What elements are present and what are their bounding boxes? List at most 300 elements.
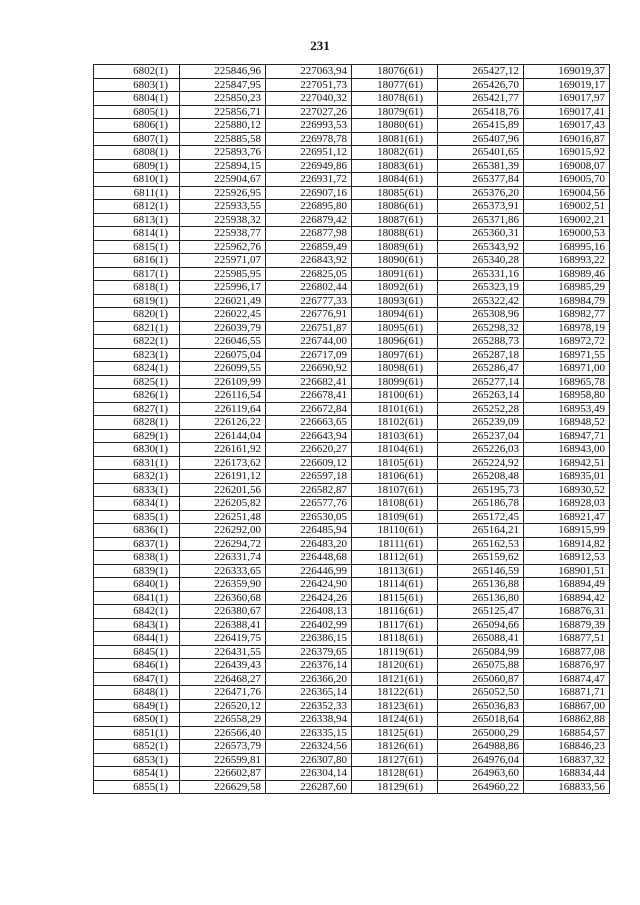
y-coordinate-right-cell: 168833,56 xyxy=(524,780,610,794)
x-coordinate-left-cell: 225971,07 xyxy=(180,254,266,268)
y-coordinate-right-cell: 168894,49 xyxy=(524,578,610,592)
table-row xyxy=(94,402,610,416)
y-coordinate-left-cell: 226379,65 xyxy=(266,645,352,659)
y-coordinate-left-cell: 226304,14 xyxy=(266,767,352,781)
x-coordinate-right-cell: 265381,39 xyxy=(438,159,524,173)
table-row xyxy=(94,321,610,335)
point-id-left-cell: 6812(1) xyxy=(94,200,180,214)
x-coordinate-right-cell: 265415,89 xyxy=(438,119,524,133)
table-row xyxy=(94,510,610,524)
x-coordinate-left-cell: 225933,55 xyxy=(180,200,266,214)
x-coordinate-right-cell: 265377,84 xyxy=(438,173,524,187)
x-coordinate-left-cell: 226144,04 xyxy=(180,429,266,443)
y-coordinate-left-cell: 226366,20 xyxy=(266,672,352,686)
x-coordinate-left-cell: 226602,87 xyxy=(180,767,266,781)
x-coordinate-right-cell: 265286,47 xyxy=(438,362,524,376)
y-coordinate-left-cell: 227063,94 xyxy=(266,65,352,79)
y-coordinate-right-cell: 168877,51 xyxy=(524,632,610,646)
y-coordinate-right-cell: 169008,07 xyxy=(524,159,610,173)
point-id-left-cell: 6840(1) xyxy=(94,578,180,592)
table-row xyxy=(94,443,610,457)
table-row xyxy=(94,389,610,403)
y-coordinate-right-cell: 168984,79 xyxy=(524,294,610,308)
y-coordinate-left-cell: 226324,56 xyxy=(266,740,352,754)
x-coordinate-left-cell: 226039,79 xyxy=(180,321,266,335)
y-coordinate-left-cell: 226335,15 xyxy=(266,726,352,740)
table-row xyxy=(94,146,610,160)
x-coordinate-right-cell: 265239,09 xyxy=(438,416,524,430)
y-coordinate-right-cell: 168943,00 xyxy=(524,443,610,457)
point-id-left-cell: 6821(1) xyxy=(94,321,180,335)
point-id-left-cell: 6851(1) xyxy=(94,726,180,740)
point-id-right-cell: 18086(61) xyxy=(352,200,438,214)
x-coordinate-left-cell: 226439,43 xyxy=(180,659,266,673)
x-coordinate-right-cell: 265288,73 xyxy=(438,335,524,349)
y-coordinate-right-cell: 168862,88 xyxy=(524,713,610,727)
x-coordinate-right-cell: 264988,86 xyxy=(438,740,524,754)
x-coordinate-left-cell: 225996,17 xyxy=(180,281,266,295)
x-coordinate-left-cell: 226431,55 xyxy=(180,645,266,659)
point-id-left-cell: 6831(1) xyxy=(94,456,180,470)
point-id-right-cell: 18107(61) xyxy=(352,483,438,497)
y-coordinate-right-cell: 169019,37 xyxy=(524,65,610,79)
y-coordinate-right-cell: 168846,23 xyxy=(524,740,610,754)
point-id-right-cell: 18121(61) xyxy=(352,672,438,686)
point-id-left-cell: 6834(1) xyxy=(94,497,180,511)
point-id-right-cell: 18079(61) xyxy=(352,105,438,119)
point-id-right-cell: 18083(61) xyxy=(352,159,438,173)
x-coordinate-right-cell: 265186,78 xyxy=(438,497,524,511)
y-coordinate-left-cell: 226424,26 xyxy=(266,591,352,605)
point-id-left-cell: 6804(1) xyxy=(94,92,180,106)
point-id-right-cell: 18103(61) xyxy=(352,429,438,443)
point-id-left-cell: 6803(1) xyxy=(94,78,180,92)
table-row xyxy=(94,267,610,281)
table-row xyxy=(94,159,610,173)
x-coordinate-right-cell: 265418,76 xyxy=(438,105,524,119)
point-id-right-cell: 18093(61) xyxy=(352,294,438,308)
x-coordinate-right-cell: 265323,19 xyxy=(438,281,524,295)
table-row xyxy=(94,659,610,673)
y-coordinate-right-cell: 169016,87 xyxy=(524,132,610,146)
y-coordinate-left-cell: 226620,27 xyxy=(266,443,352,457)
x-coordinate-left-cell: 226333,65 xyxy=(180,564,266,578)
table-row xyxy=(94,254,610,268)
x-coordinate-left-cell: 225856,71 xyxy=(180,105,266,119)
table-row xyxy=(94,672,610,686)
point-id-left-cell: 6808(1) xyxy=(94,146,180,160)
table-row xyxy=(94,429,610,443)
point-id-right-cell: 18115(61) xyxy=(352,591,438,605)
point-id-left-cell: 6829(1) xyxy=(94,429,180,443)
table-row xyxy=(94,348,610,362)
y-coordinate-left-cell: 226859,49 xyxy=(266,240,352,254)
x-coordinate-right-cell: 264976,04 xyxy=(438,753,524,767)
point-id-left-cell: 6824(1) xyxy=(94,362,180,376)
point-id-right-cell: 18080(61) xyxy=(352,119,438,133)
y-coordinate-left-cell: 226907,16 xyxy=(266,186,352,200)
table-row xyxy=(94,119,610,133)
point-id-left-cell: 6822(1) xyxy=(94,335,180,349)
y-coordinate-left-cell: 226530,05 xyxy=(266,510,352,524)
point-id-left-cell: 6823(1) xyxy=(94,348,180,362)
x-coordinate-left-cell: 226201,56 xyxy=(180,483,266,497)
y-coordinate-right-cell: 168993,22 xyxy=(524,254,610,268)
point-id-right-cell: 18105(61) xyxy=(352,456,438,470)
x-coordinate-left-cell: 226573,79 xyxy=(180,740,266,754)
x-coordinate-left-cell: 226629,58 xyxy=(180,780,266,794)
y-coordinate-left-cell: 226376,14 xyxy=(266,659,352,673)
point-id-left-cell: 6850(1) xyxy=(94,713,180,727)
x-coordinate-left-cell: 226046,55 xyxy=(180,335,266,349)
point-id-right-cell: 18111(61) xyxy=(352,537,438,551)
point-id-left-cell: 6838(1) xyxy=(94,551,180,565)
x-coordinate-right-cell: 265000,29 xyxy=(438,726,524,740)
x-coordinate-left-cell: 226331,74 xyxy=(180,551,266,565)
y-coordinate-right-cell: 168876,97 xyxy=(524,659,610,673)
y-coordinate-right-cell: 168877,08 xyxy=(524,645,610,659)
point-id-left-cell: 6839(1) xyxy=(94,564,180,578)
point-id-right-cell: 18120(61) xyxy=(352,659,438,673)
x-coordinate-right-cell: 265322,42 xyxy=(438,294,524,308)
point-id-right-cell: 18091(61) xyxy=(352,267,438,281)
point-id-left-cell: 6825(1) xyxy=(94,375,180,389)
y-coordinate-left-cell: 227040,32 xyxy=(266,92,352,106)
y-coordinate-right-cell: 168971,55 xyxy=(524,348,610,362)
point-id-left-cell: 6841(1) xyxy=(94,591,180,605)
x-coordinate-right-cell: 265407,96 xyxy=(438,132,524,146)
point-id-left-cell: 6805(1) xyxy=(94,105,180,119)
x-coordinate-right-cell: 265376,20 xyxy=(438,186,524,200)
table-row xyxy=(94,132,610,146)
y-coordinate-right-cell: 168837,32 xyxy=(524,753,610,767)
y-coordinate-left-cell: 226993,53 xyxy=(266,119,352,133)
y-coordinate-right-cell: 169017,43 xyxy=(524,119,610,133)
y-coordinate-left-cell: 226424,90 xyxy=(266,578,352,592)
x-coordinate-left-cell: 225904,67 xyxy=(180,173,266,187)
point-id-right-cell: 18090(61) xyxy=(352,254,438,268)
point-id-right-cell: 18088(61) xyxy=(352,227,438,241)
x-coordinate-left-cell: 226520,12 xyxy=(180,699,266,713)
y-coordinate-right-cell: 168867,00 xyxy=(524,699,610,713)
x-coordinate-left-cell: 225894,15 xyxy=(180,159,266,173)
table-row xyxy=(94,281,610,295)
table-row xyxy=(94,618,610,632)
point-id-right-cell: 18124(61) xyxy=(352,713,438,727)
point-id-right-cell: 18104(61) xyxy=(352,443,438,457)
point-id-left-cell: 6853(1) xyxy=(94,753,180,767)
point-id-left-cell: 6814(1) xyxy=(94,227,180,241)
x-coordinate-left-cell: 225846,96 xyxy=(180,65,266,79)
table-row xyxy=(94,240,610,254)
point-id-right-cell: 18127(61) xyxy=(352,753,438,767)
x-coordinate-right-cell: 265237,04 xyxy=(438,429,524,443)
y-coordinate-left-cell: 227027,26 xyxy=(266,105,352,119)
table-row xyxy=(94,483,610,497)
y-coordinate-left-cell: 226597,18 xyxy=(266,470,352,484)
x-coordinate-left-cell: 226599,81 xyxy=(180,753,266,767)
y-coordinate-right-cell: 168894,42 xyxy=(524,591,610,605)
point-id-right-cell: 18114(61) xyxy=(352,578,438,592)
point-id-right-cell: 18095(61) xyxy=(352,321,438,335)
table-row xyxy=(94,78,610,92)
y-coordinate-left-cell: 226825,05 xyxy=(266,267,352,281)
point-id-right-cell: 18102(61) xyxy=(352,416,438,430)
y-coordinate-left-cell: 226402,99 xyxy=(266,618,352,632)
x-coordinate-right-cell: 265308,96 xyxy=(438,308,524,322)
table-row xyxy=(94,632,610,646)
x-coordinate-right-cell: 265136,88 xyxy=(438,578,524,592)
point-id-left-cell: 6837(1) xyxy=(94,537,180,551)
y-coordinate-left-cell: 226672,84 xyxy=(266,402,352,416)
x-coordinate-left-cell: 226359,90 xyxy=(180,578,266,592)
y-coordinate-right-cell: 169002,21 xyxy=(524,213,610,227)
x-coordinate-right-cell: 265252,28 xyxy=(438,402,524,416)
y-coordinate-right-cell: 168901,51 xyxy=(524,564,610,578)
y-coordinate-left-cell: 226307,80 xyxy=(266,753,352,767)
x-coordinate-left-cell: 226566,40 xyxy=(180,726,266,740)
point-id-left-cell: 6855(1) xyxy=(94,780,180,794)
point-id-left-cell: 6820(1) xyxy=(94,308,180,322)
table-row xyxy=(94,537,610,551)
x-coordinate-left-cell: 226116,54 xyxy=(180,389,266,403)
x-coordinate-left-cell: 226022,45 xyxy=(180,308,266,322)
y-coordinate-left-cell: 226287,60 xyxy=(266,780,352,794)
y-coordinate-left-cell: 226978,78 xyxy=(266,132,352,146)
point-id-left-cell: 6844(1) xyxy=(94,632,180,646)
x-coordinate-right-cell: 265146,59 xyxy=(438,564,524,578)
y-coordinate-right-cell: 168953,49 xyxy=(524,402,610,416)
x-coordinate-right-cell: 265164,21 xyxy=(438,524,524,538)
y-coordinate-left-cell: 226582,87 xyxy=(266,483,352,497)
y-coordinate-left-cell: 226877,98 xyxy=(266,227,352,241)
point-id-left-cell: 6848(1) xyxy=(94,686,180,700)
point-id-right-cell: 18110(61) xyxy=(352,524,438,538)
x-coordinate-right-cell: 265427,12 xyxy=(438,65,524,79)
x-coordinate-right-cell: 264960,22 xyxy=(438,780,524,794)
x-coordinate-left-cell: 226173,62 xyxy=(180,456,266,470)
y-coordinate-right-cell: 168915,99 xyxy=(524,524,610,538)
x-coordinate-left-cell: 226419,75 xyxy=(180,632,266,646)
x-coordinate-right-cell: 265060,87 xyxy=(438,672,524,686)
x-coordinate-right-cell: 265036,83 xyxy=(438,699,524,713)
point-id-left-cell: 6819(1) xyxy=(94,294,180,308)
x-coordinate-left-cell: 225885,58 xyxy=(180,132,266,146)
x-coordinate-right-cell: 265340,28 xyxy=(438,254,524,268)
x-coordinate-right-cell: 265094,66 xyxy=(438,618,524,632)
x-coordinate-right-cell: 265195,73 xyxy=(438,483,524,497)
x-coordinate-right-cell: 265421,77 xyxy=(438,92,524,106)
y-coordinate-left-cell: 226751,87 xyxy=(266,321,352,335)
x-coordinate-left-cell: 226292,00 xyxy=(180,524,266,538)
table-row xyxy=(94,470,610,484)
x-coordinate-right-cell: 265360,31 xyxy=(438,227,524,241)
table-row xyxy=(94,105,610,119)
table-row xyxy=(94,416,610,430)
x-coordinate-left-cell: 226205,82 xyxy=(180,497,266,511)
coordinates-table xyxy=(93,64,610,794)
y-coordinate-left-cell: 226338,94 xyxy=(266,713,352,727)
x-coordinate-left-cell: 226360,68 xyxy=(180,591,266,605)
x-coordinate-left-cell: 225962,76 xyxy=(180,240,266,254)
y-coordinate-right-cell: 168995,16 xyxy=(524,240,610,254)
table-row xyxy=(94,227,610,241)
y-coordinate-left-cell: 227051,73 xyxy=(266,78,352,92)
y-coordinate-left-cell: 226879,42 xyxy=(266,213,352,227)
y-coordinate-right-cell: 168978,19 xyxy=(524,321,610,335)
y-coordinate-right-cell: 169019,17 xyxy=(524,78,610,92)
point-id-right-cell: 18081(61) xyxy=(352,132,438,146)
point-id-right-cell: 18112(61) xyxy=(352,551,438,565)
y-coordinate-right-cell: 169000,53 xyxy=(524,227,610,241)
point-id-left-cell: 6835(1) xyxy=(94,510,180,524)
point-id-right-cell: 18097(61) xyxy=(352,348,438,362)
y-coordinate-right-cell: 168834,44 xyxy=(524,767,610,781)
y-coordinate-left-cell: 226577,76 xyxy=(266,497,352,511)
point-id-left-cell: 6809(1) xyxy=(94,159,180,173)
y-coordinate-left-cell: 226483,20 xyxy=(266,537,352,551)
point-id-left-cell: 6846(1) xyxy=(94,659,180,673)
table-row xyxy=(94,605,610,619)
point-id-left-cell: 6828(1) xyxy=(94,416,180,430)
y-coordinate-left-cell: 226802,44 xyxy=(266,281,352,295)
table-row xyxy=(94,456,610,470)
y-coordinate-right-cell: 168935,01 xyxy=(524,470,610,484)
y-coordinate-right-cell: 168972,72 xyxy=(524,335,610,349)
y-coordinate-right-cell: 169002,51 xyxy=(524,200,610,214)
y-coordinate-left-cell: 226931,72 xyxy=(266,173,352,187)
x-coordinate-right-cell: 265162,53 xyxy=(438,537,524,551)
x-coordinate-right-cell: 265426,70 xyxy=(438,78,524,92)
point-id-right-cell: 18089(61) xyxy=(352,240,438,254)
x-coordinate-left-cell: 225847,95 xyxy=(180,78,266,92)
table-row xyxy=(94,335,610,349)
point-id-right-cell: 18101(61) xyxy=(352,402,438,416)
y-coordinate-left-cell: 226690,92 xyxy=(266,362,352,376)
y-coordinate-right-cell: 168930,52 xyxy=(524,483,610,497)
y-coordinate-right-cell: 168928,03 xyxy=(524,497,610,511)
x-coordinate-right-cell: 265075,88 xyxy=(438,659,524,673)
y-coordinate-right-cell: 168874,47 xyxy=(524,672,610,686)
x-coordinate-left-cell: 225926,95 xyxy=(180,186,266,200)
y-coordinate-right-cell: 168958,80 xyxy=(524,389,610,403)
x-coordinate-left-cell: 226468,27 xyxy=(180,672,266,686)
point-id-right-cell: 18128(61) xyxy=(352,767,438,781)
x-coordinate-right-cell: 265263,14 xyxy=(438,389,524,403)
x-coordinate-right-cell: 265343,92 xyxy=(438,240,524,254)
y-coordinate-left-cell: 226776,91 xyxy=(266,308,352,322)
point-id-left-cell: 6830(1) xyxy=(94,443,180,457)
y-coordinate-right-cell: 168947,71 xyxy=(524,429,610,443)
point-id-left-cell: 6854(1) xyxy=(94,767,180,781)
point-id-left-cell: 6802(1) xyxy=(94,65,180,79)
table-row xyxy=(94,65,610,79)
x-coordinate-left-cell: 226191,12 xyxy=(180,470,266,484)
coordinates-table-body xyxy=(94,65,610,794)
table-row xyxy=(94,753,610,767)
table-row xyxy=(94,497,610,511)
point-id-left-cell: 6806(1) xyxy=(94,119,180,133)
y-coordinate-left-cell: 226643,94 xyxy=(266,429,352,443)
point-id-right-cell: 18100(61) xyxy=(352,389,438,403)
y-coordinate-left-cell: 226951,12 xyxy=(266,146,352,160)
y-coordinate-right-cell: 168879,39 xyxy=(524,618,610,632)
point-id-right-cell: 18106(61) xyxy=(352,470,438,484)
x-coordinate-right-cell: 264963,60 xyxy=(438,767,524,781)
table-row xyxy=(94,375,610,389)
point-id-left-cell: 6813(1) xyxy=(94,213,180,227)
x-coordinate-right-cell: 265125,47 xyxy=(438,605,524,619)
y-coordinate-left-cell: 226352,33 xyxy=(266,699,352,713)
y-coordinate-right-cell: 168912,53 xyxy=(524,551,610,565)
y-coordinate-left-cell: 226678,41 xyxy=(266,389,352,403)
table-row xyxy=(94,200,610,214)
table-row xyxy=(94,92,610,106)
point-id-right-cell: 18099(61) xyxy=(352,375,438,389)
point-id-left-cell: 6817(1) xyxy=(94,267,180,281)
point-id-right-cell: 18125(61) xyxy=(352,726,438,740)
point-id-left-cell: 6815(1) xyxy=(94,240,180,254)
point-id-right-cell: 18094(61) xyxy=(352,308,438,322)
point-id-right-cell: 18085(61) xyxy=(352,186,438,200)
y-coordinate-left-cell: 226777,33 xyxy=(266,294,352,308)
x-coordinate-left-cell: 225893,76 xyxy=(180,146,266,160)
y-coordinate-left-cell: 226408,13 xyxy=(266,605,352,619)
y-coordinate-right-cell: 168914,82 xyxy=(524,537,610,551)
point-id-right-cell: 18122(61) xyxy=(352,686,438,700)
point-id-left-cell: 6842(1) xyxy=(94,605,180,619)
y-coordinate-right-cell: 169015,92 xyxy=(524,146,610,160)
table-row xyxy=(94,686,610,700)
point-id-right-cell: 18109(61) xyxy=(352,510,438,524)
x-coordinate-left-cell: 225985,95 xyxy=(180,267,266,281)
point-id-left-cell: 6836(1) xyxy=(94,524,180,538)
point-id-right-cell: 18116(61) xyxy=(352,605,438,619)
y-coordinate-left-cell: 226448,68 xyxy=(266,551,352,565)
y-coordinate-right-cell: 168989,46 xyxy=(524,267,610,281)
table-row xyxy=(94,578,610,592)
point-id-left-cell: 6843(1) xyxy=(94,618,180,632)
y-coordinate-left-cell: 226386,15 xyxy=(266,632,352,646)
x-coordinate-right-cell: 265172,45 xyxy=(438,510,524,524)
table-row xyxy=(94,740,610,754)
point-id-left-cell: 6810(1) xyxy=(94,173,180,187)
x-coordinate-right-cell: 265371,86 xyxy=(438,213,524,227)
y-coordinate-right-cell: 168871,71 xyxy=(524,686,610,700)
x-coordinate-left-cell: 226558,29 xyxy=(180,713,266,727)
point-id-right-cell: 18087(61) xyxy=(352,213,438,227)
point-id-right-cell: 18096(61) xyxy=(352,335,438,349)
x-coordinate-right-cell: 265277,14 xyxy=(438,375,524,389)
point-id-left-cell: 6826(1) xyxy=(94,389,180,403)
table-row xyxy=(94,767,610,781)
table-row xyxy=(94,173,610,187)
x-coordinate-right-cell: 265052,50 xyxy=(438,686,524,700)
point-id-right-cell: 18082(61) xyxy=(352,146,438,160)
table-row xyxy=(94,591,610,605)
x-coordinate-left-cell: 226021,49 xyxy=(180,294,266,308)
point-id-left-cell: 6845(1) xyxy=(94,645,180,659)
x-coordinate-left-cell: 226380,67 xyxy=(180,605,266,619)
x-coordinate-right-cell: 265136,80 xyxy=(438,591,524,605)
x-coordinate-left-cell: 226388,41 xyxy=(180,618,266,632)
point-id-left-cell: 6811(1) xyxy=(94,186,180,200)
x-coordinate-left-cell: 225938,32 xyxy=(180,213,266,227)
y-coordinate-left-cell: 226365,14 xyxy=(266,686,352,700)
point-id-left-cell: 6816(1) xyxy=(94,254,180,268)
table-row xyxy=(94,308,610,322)
table-row xyxy=(94,780,610,794)
